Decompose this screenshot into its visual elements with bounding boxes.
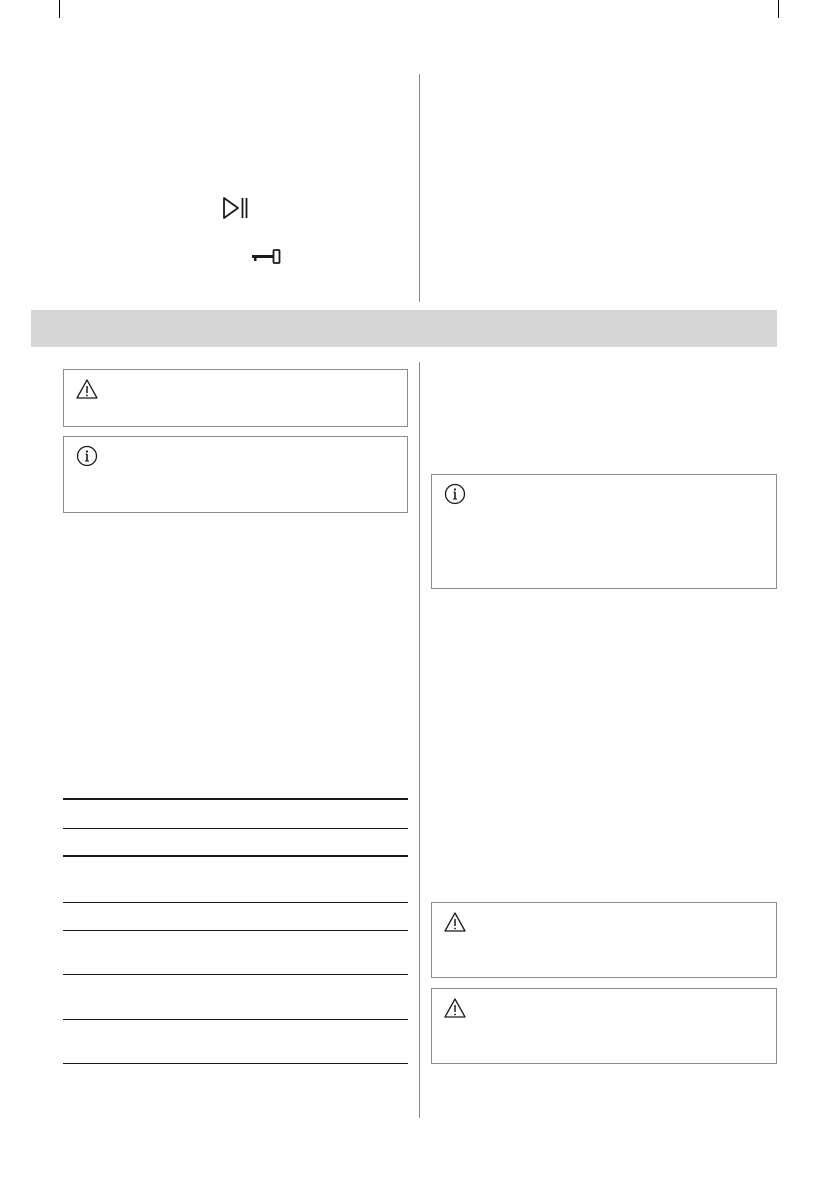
info-notice-box [431, 474, 777, 589]
table-rule [63, 1063, 408, 1064]
warning-triangle-icon [76, 378, 98, 400]
warning-notice-box [431, 988, 777, 1064]
info-circle-icon [76, 445, 98, 467]
left-corner-mark [59, 0, 60, 18]
table-rule [63, 798, 408, 800]
upper-column-divider [419, 74, 420, 302]
table-rule [63, 828, 408, 829]
key-lock-icon [251, 248, 283, 266]
info-circle-icon [444, 483, 466, 505]
table-rule [63, 1019, 408, 1020]
table-rule [63, 930, 408, 931]
info-notice-box [63, 436, 408, 513]
warning-triangle-icon [444, 911, 466, 933]
warning-notice-box [63, 369, 408, 427]
table-rule [63, 902, 408, 903]
warning-triangle-icon [444, 997, 466, 1019]
table-rule [63, 855, 408, 857]
warning-notice-box [431, 902, 777, 978]
section-header-band [31, 310, 777, 347]
lower-column-divider [419, 362, 420, 1118]
play-pause-icon [222, 196, 250, 220]
table-rule [63, 974, 408, 975]
right-corner-mark [778, 0, 779, 18]
